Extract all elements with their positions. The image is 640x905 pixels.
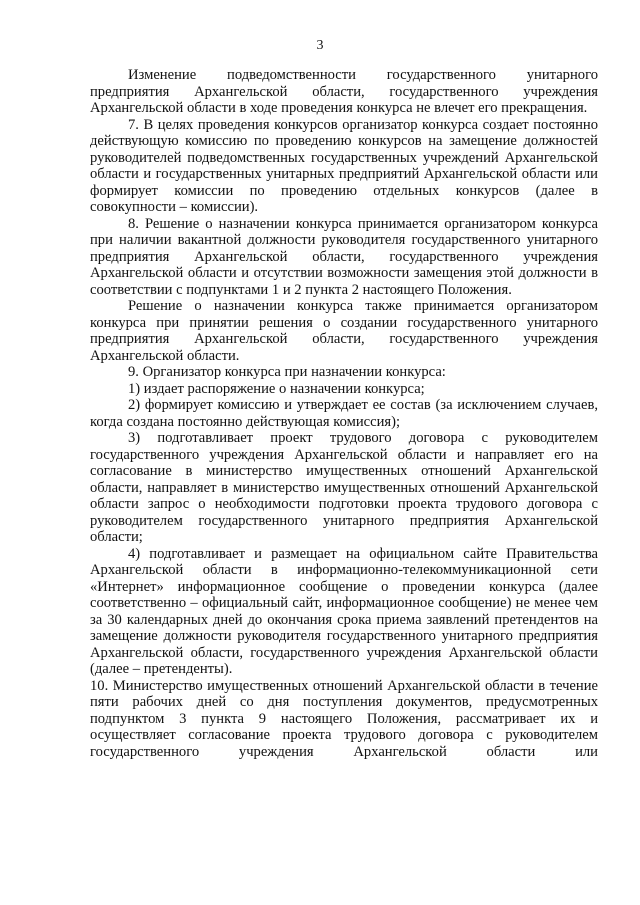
paragraph: 10. Министерство имущественных отношений Архангельской области в течение пяти рабочих дней со дня поступления документов, предусмотренных подпунктом 3 пункта 9 настоящего Положения, рассматривает их и осуществляет согласование проекта трудового договора с руководителем государственного учреждения Архангельской области или <box>90 677 598 760</box>
page-number: 3 <box>316 38 324 53</box>
paragraph: Решение о назначении конкурса также принимается организатором конкурса при принятии решения о создании государственного унитарного предприятия Архангельской области, государственного учреждения Архангельской области. <box>90 298 598 364</box>
paragraph: 3) подготавливает проект трудового договора с руководителем государственного учреждения Архангельской области и направляет его на согласование в министерство имущественных отношений Архангельской области, направляет в министерство имущественных отношений Архангельской области запрос о необходимости подготовки проекта трудового договора с руководителем государственного унитарного предприятия Архангельской области; <box>90 430 598 545</box>
paragraph: Изменение подведомственности государственного унитарного предприятия Архангельской области, государственного учреждения Архангельской области в ходе проведения конкурса не влечет его прекращения. <box>90 67 598 116</box>
paragraph: 4) подготавливает и размещает на официальном сайте Правительства Архангельской области в информационно-телекоммуникационной сети «Интернет» информационное сообщение о проведении конкурса (далее соответственно – официальный сайт, информационное сообщение) не менее чем за 30 календарных дней до окончания срока приема заявлений претендентов на замещение должности руководителя государственного унитарного предприятия Архангельской области, государственного учреждения Архангельской области (далее – претенденты). <box>90 545 598 677</box>
paragraph: 1) издает распоряжение о назначении конкурса; <box>128 380 425 397</box>
document-body <box>90 67 598 760</box>
paragraph: 8. Решение о назначении конкурса принимается организатором конкурса при наличии вакантной должности руководителя государственного унитарного предприятия Архангельской области, государственного учреждения Архангельской области и отсутствии возможности замещения этой должности в соответствии с подпунктами 1 и 2 пункта 2 настоящего Положения. <box>90 215 598 298</box>
paragraph: 9. Организатор конкурса при назначении конкурса: <box>128 364 446 380</box>
paragraph: 7. В целях проведения конкурсов организатор конкурса создает постоянно действующую комиссию по проведению конкурсов на замещение должностей руководителей подведомственных государственных учреждений Архангельской области и государственных унитарных предприятий Архангельской области или формирует комиссии по проведению отдельных конкурсов (далее в совокупности – комиссии). <box>90 116 598 215</box>
paragraph: 2) формирует комиссию и утверждает ее состав (за исключением случаев, когда создана постоянно действующая комиссия); <box>90 397 598 430</box>
